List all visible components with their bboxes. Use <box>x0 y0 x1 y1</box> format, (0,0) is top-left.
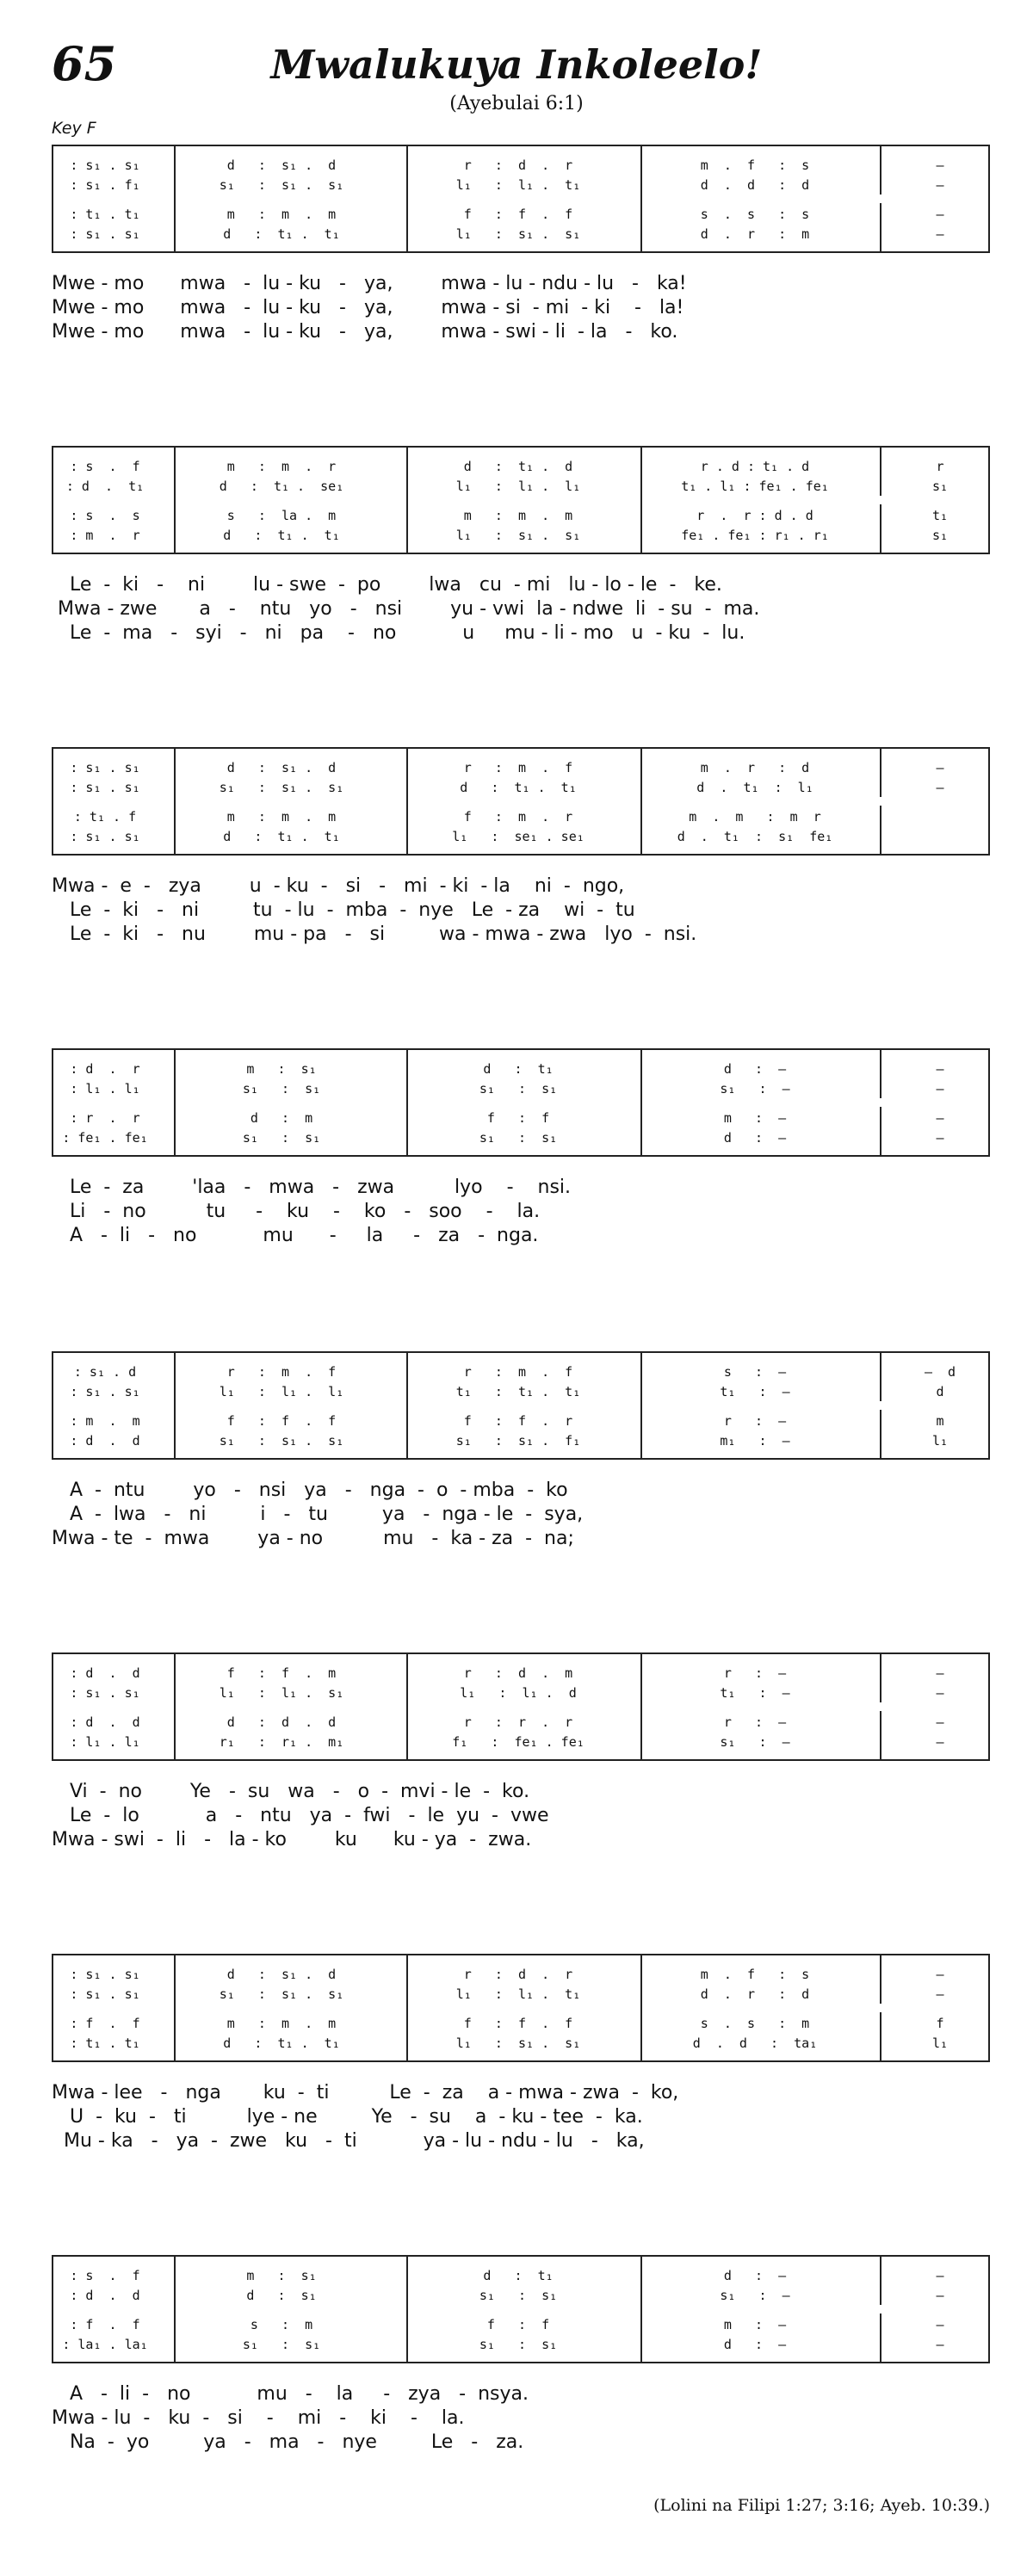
solfa-notes: r . d : t₁ . d <box>700 459 810 474</box>
lyric-line-verse-1: A - li - no mu - la - zya - nsya. <box>52 2383 529 2405</box>
solfa-notes <box>893 808 987 825</box>
solfa-notes: : s₁ . s₁ <box>70 158 140 173</box>
solfa-notes: f : f . f <box>463 2016 573 2031</box>
music-section-1 <box>52 145 990 454</box>
lyric-line-verse-3: Mwe - mo mwa - lu - ku - ya, mwa - swi - li - la - ko. <box>52 321 678 343</box>
solfa-notes: : t₁ . t₁ <box>70 2035 140 2051</box>
solfa-notes: — <box>936 1130 944 1146</box>
lyric-line-verse-1: Vi - no Ye - su wa - o - mvi - le - ko. <box>52 1781 530 1802</box>
bar-line <box>880 1410 881 1458</box>
solfa-notes: : s₁ . s₁ <box>70 1384 140 1399</box>
solfa-notes: r : m . f <box>226 1364 337 1380</box>
lyric-line-verse-2: Li - no tu - ku - ko - soo - la. <box>52 1201 541 1222</box>
solfa-notes: d : d . d <box>226 1714 337 1730</box>
solfa-notes: m . r : d <box>700 760 810 775</box>
solfa-notes: d : s₁ <box>246 2288 317 2303</box>
solfa-notes: t₁ : — <box>720 1384 790 1399</box>
solfa-notes: : s . f <box>70 459 140 474</box>
solfa-notes: l₁ : se₁ . se₁ <box>452 829 585 844</box>
lyric-line-verse-1: Le - za 'laa - mwa - zwa lyo - nsi. <box>52 1177 572 1198</box>
music-section-7 <box>52 1954 990 2264</box>
lyric-line-verse-1: Mwa - e - zya u - ku - si - mi - ki - la ni - ngo, <box>52 875 625 897</box>
bar-line <box>406 1654 408 1759</box>
lyric-line-verse-2: U - ku - ti lye - ne Ye - su a - ku - tee - ka. <box>52 2106 643 2128</box>
solfa-notes: r <box>936 459 944 474</box>
solfa-notes: : m . m <box>70 1413 140 1429</box>
solfa-notes: d : s₁ . d <box>226 158 337 173</box>
solfa-notes: r : — <box>723 1665 787 1681</box>
solfa-notes: m : m . m <box>226 207 337 222</box>
solfa-notes: : d . d <box>70 1433 140 1449</box>
scripture-reference: (Ayebulai 6:1) <box>449 93 584 114</box>
solfa-notes: s₁ : s₁ . s₁ <box>219 780 344 795</box>
bar-line <box>640 749 642 854</box>
solfa-staff <box>52 145 990 253</box>
bar-line <box>406 1050 408 1155</box>
solfa-notes: l₁ : l₁ . t₁ <box>455 1986 581 2002</box>
solfa-notes: : f . f <box>70 2016 140 2031</box>
solfa-notes: m : s₁ <box>246 1061 317 1077</box>
solfa-notes: : l₁ . l₁ <box>70 1734 140 1750</box>
solfa-notes: — <box>936 158 944 173</box>
solfa-notes: : s₁ . s₁ <box>70 780 140 795</box>
solfa-notes: m : s₁ <box>246 2268 317 2283</box>
solfa-notes: : d . r <box>70 1061 140 1077</box>
solfa-notes: l₁ : s₁ . s₁ <box>455 226 581 242</box>
solfa-notes: — <box>936 780 944 795</box>
solfa-notes: d : — <box>723 1061 787 1077</box>
solfa-notes: d : s₁ . d <box>226 1967 337 1982</box>
solfa-notes: m : m . m <box>226 2016 337 2031</box>
solfa-notes: s₁ : s₁ <box>242 2337 321 2352</box>
solfa-notes: : m . r <box>70 528 140 543</box>
solfa-notes: m₁ : — <box>720 1433 790 1449</box>
bar-line <box>880 1107 881 1155</box>
solfa-notes: s : m <box>250 2317 313 2332</box>
solfa-notes: — <box>936 1685 944 1701</box>
bar-line <box>880 1050 881 1098</box>
bar-line <box>880 1711 881 1759</box>
lyric-line-verse-3: Mwa - te - mwa ya - no mu - ka - za - na; <box>52 1528 574 1549</box>
music-section-4 <box>52 1048 990 1358</box>
bar-line <box>406 749 408 854</box>
solfa-staff <box>52 2255 990 2363</box>
bar-line <box>406 2257 408 2362</box>
bar-line <box>880 203 881 251</box>
solfa-notes: d : t₁ <box>483 1061 554 1077</box>
solfa-notes: f : f . r <box>463 1413 573 1429</box>
solfa-notes: fe₁ . fe₁ : r₁ . r₁ <box>681 528 829 543</box>
solfa-notes: s₁ : s₁ <box>479 2337 558 2352</box>
solfa-notes: — <box>936 1714 944 1730</box>
solfa-notes: — <box>936 1734 944 1750</box>
solfa-notes: d : — <box>723 2268 787 2283</box>
solfa-notes: d . d : ta₁ <box>692 2035 818 2051</box>
solfa-notes: r : d . r <box>463 158 573 173</box>
solfa-notes: : s₁ . s₁ <box>70 1685 140 1701</box>
lyric-line-verse-2: Le - lo a - ntu ya - fwi - le yu - vwe <box>52 1805 549 1826</box>
solfa-notes <box>893 828 987 845</box>
solfa-notes: d : — <box>723 1130 787 1146</box>
solfa-notes: m . m : m r <box>689 809 821 825</box>
solfa-notes: d : t₁ . t₁ <box>223 226 340 242</box>
solfa-notes: s₁ : s₁ . s₁ <box>219 1986 344 2002</box>
bar-line <box>880 448 881 496</box>
bar-line <box>880 2313 881 2362</box>
bar-line <box>880 146 881 195</box>
solfa-notes: t₁ <box>931 508 949 523</box>
solfa-notes: d . d : d <box>700 177 810 193</box>
lyric-line-verse-3: Le - ma - syi - ni pa - no u mu - li - mo u - ku - lu. <box>52 622 745 644</box>
solfa-notes: — <box>936 2317 944 2332</box>
bar-line <box>406 1353 408 1458</box>
solfa-notes: — <box>936 226 944 242</box>
solfa-staff <box>52 1048 990 1157</box>
solfa-notes: — <box>936 2268 944 2283</box>
solfa-notes: d . t₁ : s₁ fe₁ <box>677 829 833 844</box>
lyric-line-verse-3: Mwa - swi - li - la - ko ku ku - ya - zwa. <box>52 1829 532 1850</box>
music-section-3 <box>52 747 990 1057</box>
bar-line <box>880 2257 881 2305</box>
solfa-notes: : t₁ . t₁ <box>70 207 140 222</box>
hymn-title: Mwalukuya Inkoleelo! <box>270 41 763 88</box>
solfa-notes: m : — <box>723 1110 787 1126</box>
solfa-notes: s₁ : — <box>720 1734 790 1750</box>
bar-line <box>640 448 642 553</box>
solfa-notes: d . t₁ : l₁ <box>696 780 813 795</box>
solfa-notes: : d . t₁ <box>65 479 145 494</box>
solfa-notes: : la₁ . la₁ <box>62 2337 148 2352</box>
solfa-notes: r : — <box>723 1714 787 1730</box>
solfa-notes: m <box>936 1413 944 1429</box>
solfa-notes: l₁ : s₁ . s₁ <box>455 2035 581 2051</box>
solfa-notes: s . s : s <box>700 207 810 222</box>
lyric-line-verse-2: A - lwa - ni i - tu ya - nga - le - sya, <box>52 1504 584 1525</box>
solfa-notes: s . s : m <box>700 2016 810 2031</box>
solfa-notes: r : m . f <box>463 760 573 775</box>
solfa-notes: r : d . m <box>463 1665 573 1681</box>
solfa-notes: — <box>936 1110 944 1126</box>
solfa-notes: l₁ : l₁ . s₁ <box>219 1685 344 1701</box>
solfa-notes: : s₁ . s₁ <box>70 1967 140 1982</box>
solfa-notes: f : f <box>486 2317 550 2332</box>
solfa-notes: : d . d <box>70 1665 140 1681</box>
solfa-notes: f : m . r <box>463 809 573 825</box>
solfa-notes: : fe₁ . fe₁ <box>62 1130 148 1146</box>
bar-line <box>640 1353 642 1458</box>
solfa-notes: l₁ : l₁ . d <box>460 1685 577 1701</box>
solfa-notes: — <box>936 207 944 222</box>
solfa-notes: s₁ <box>931 479 949 494</box>
solfa-notes: r : — <box>723 1413 787 1429</box>
bar-line <box>640 1654 642 1759</box>
bar-line <box>640 146 642 251</box>
solfa-notes: f₁ : fe₁ . fe₁ <box>452 1734 585 1750</box>
solfa-notes: — <box>936 1665 944 1681</box>
solfa-notes: r : m . f <box>463 1364 573 1380</box>
solfa-notes: l₁ : l₁ . l₁ <box>455 479 581 494</box>
solfa-notes: d : m <box>250 1110 313 1126</box>
lyric-line-verse-1: A - ntu yo - nsi ya - nga - o - mba - ko <box>52 1480 568 1501</box>
solfa-notes: m . f : s <box>700 158 810 173</box>
music-section-2 <box>52 446 990 756</box>
solfa-notes: d : s₁ . d <box>226 760 337 775</box>
solfa-notes: r : r . r <box>463 1714 573 1730</box>
music-section-5 <box>52 1351 990 1661</box>
solfa-notes: : s₁ . f₁ <box>70 177 140 193</box>
solfa-notes: d : t₁ . t₁ <box>223 528 340 543</box>
solfa-notes: — <box>936 1081 944 1096</box>
solfa-notes: m : m . r <box>226 459 337 474</box>
solfa-notes: l₁ : l₁ . l₁ <box>219 1384 344 1399</box>
solfa-notes: : f . f <box>70 2317 140 2332</box>
solfa-notes: d : t₁ . t₁ <box>460 780 577 795</box>
lyric-line-verse-1: Le - ki - ni lu - swe - po lwa cu - mi lu - lo - le - ke. <box>52 574 722 596</box>
solfa-notes: — <box>936 2288 944 2303</box>
bar-line <box>880 1654 881 1702</box>
bar-line <box>640 2257 642 2362</box>
solfa-notes: : d . d <box>70 1714 140 1730</box>
solfa-notes: t₁ : t₁ . t₁ <box>455 1384 581 1399</box>
solfa-notes: s₁ : s₁ <box>479 2288 558 2303</box>
solfa-notes: — <box>936 1061 944 1077</box>
bar-line <box>880 1955 881 2004</box>
bar-line <box>880 1353 881 1401</box>
solfa-notes: f <box>936 2016 944 2031</box>
solfa-notes: s₁ : s₁ <box>479 1130 558 1146</box>
solfa-notes: l₁ <box>931 1433 949 1449</box>
solfa-notes: l₁ : s₁ . s₁ <box>455 528 581 543</box>
solfa-notes: s₁ : — <box>720 2288 790 2303</box>
bar-line <box>406 146 408 251</box>
solfa-staff <box>52 1954 990 2062</box>
solfa-notes: d : t₁ . se₁ <box>219 479 344 494</box>
lyric-line-verse-2: Le - ki - ni tu - lu - mba - nye Le - za wi - tu <box>52 899 635 921</box>
bar-line <box>640 1955 642 2060</box>
solfa-notes: d : t₁ . d <box>463 459 573 474</box>
solfa-notes: d . r : m <box>700 226 810 242</box>
lyric-line-verse-1: Mwe - mo mwa - lu - ku - ya, mwa - lu - ndu - lu - ka! <box>52 273 687 294</box>
solfa-notes: : s . f <box>70 2268 140 2283</box>
bar-line <box>406 448 408 553</box>
bar-line <box>880 504 881 553</box>
solfa-notes: : s₁ . d <box>73 1364 137 1380</box>
solfa-notes: : s₁ . s₁ <box>70 829 140 844</box>
solfa-notes: d : t₁ . t₁ <box>223 2035 340 2051</box>
solfa-notes: f : f . f <box>226 1413 337 1429</box>
music-section-8 <box>52 2255 990 2565</box>
lyric-line-verse-3: Mu - ka - ya - zwe ku - ti ya - lu - ndu - lu - ka, <box>52 2130 645 2152</box>
solfa-notes: — <box>936 760 944 775</box>
solfa-notes: t₁ . l₁ : fe₁ . fe₁ <box>681 479 829 494</box>
solfa-staff <box>52 747 990 856</box>
solfa-notes: d <box>936 1384 944 1399</box>
solfa-notes: s₁ : s₁ <box>242 1130 321 1146</box>
solfa-notes: l₁ <box>931 2035 949 2051</box>
lyric-line-verse-2: Mwa - lu - ku - si - mi - ki - la. <box>52 2407 465 2429</box>
solfa-notes: r : d . r <box>463 1967 573 1982</box>
solfa-notes: d : t₁ . t₁ <box>223 829 340 844</box>
solfa-notes: s₁ : s₁ <box>242 1081 321 1096</box>
footer-reference: (Lolini na Filipi 1:27; 3:16; Ayeb. 10:39.) <box>653 2496 990 2515</box>
solfa-notes: f : f . m <box>226 1665 337 1681</box>
solfa-notes: : r . r <box>70 1110 140 1126</box>
solfa-notes: s₁ : s₁ . s₁ <box>219 1433 344 1449</box>
solfa-notes: m : — <box>723 2317 787 2332</box>
solfa-notes: m . f : s <box>700 1967 810 1982</box>
solfa-notes: d : t₁ <box>483 2268 554 2283</box>
lyric-line-verse-3: Le - ki - nu mu - pa - si wa - mwa - zwa lyo - nsi. <box>52 924 697 945</box>
solfa-notes: m : m . m <box>463 508 573 523</box>
bar-line <box>406 1955 408 2060</box>
solfa-notes: : s₁ . s₁ <box>70 1986 140 2002</box>
hymn-number: 65 <box>52 36 117 91</box>
solfa-notes: s : la . m <box>226 508 337 523</box>
solfa-notes: r . r : d . d <box>696 508 813 523</box>
solfa-notes: : s₁ . s₁ <box>70 760 140 775</box>
solfa-notes: s₁ : s₁ . f₁ <box>455 1433 581 1449</box>
bar-line <box>640 1050 642 1155</box>
solfa-notes: l₁ : l₁ . t₁ <box>455 177 581 193</box>
lyric-line-verse-2: Mwa - zwe a - ntu yo - nsi yu - vwi la - ndwe li - su - ma. <box>52 598 760 620</box>
key-signature: Key F <box>52 119 96 138</box>
lyric-line-verse-3: A - li - no mu - la - za - nga. <box>52 1225 539 1246</box>
solfa-notes: t₁ : — <box>720 1685 790 1701</box>
solfa-notes: s₁ : s₁ . s₁ <box>219 177 344 193</box>
solfa-staff <box>52 1652 990 1761</box>
solfa-notes: : d . d <box>70 2288 140 2303</box>
solfa-notes: s₁ : s₁ <box>479 1081 558 1096</box>
lyric-line-verse-3: Na - yo ya - ma - nye Le - za. <box>52 2431 524 2453</box>
solfa-notes: s₁ <box>931 528 949 543</box>
solfa-notes: m : m . m <box>226 809 337 825</box>
lyric-line-verse-2: Mwe - mo mwa - lu - ku - ya, mwa - si - mi - ki - la! <box>52 297 684 318</box>
solfa-notes: d : — <box>723 2337 787 2352</box>
solfa-notes: f : f <box>486 1110 550 1126</box>
solfa-notes: d . r : d <box>700 1986 810 2002</box>
music-section-6 <box>52 1652 990 1962</box>
solfa-notes: : t₁ . f <box>73 809 137 825</box>
bar-line <box>880 2012 881 2060</box>
bar-line <box>880 749 881 797</box>
solfa-notes: : l₁ . l₁ <box>70 1081 140 1096</box>
solfa-notes: s : — <box>723 1364 787 1380</box>
solfa-notes: : s₁ . s₁ <box>70 226 140 242</box>
solfa-notes: f : f . f <box>463 207 573 222</box>
solfa-notes: — <box>936 177 944 193</box>
bar-line <box>880 806 881 854</box>
solfa-notes: : s . s <box>70 508 140 523</box>
solfa-staff <box>52 1351 990 1460</box>
solfa-notes: — d <box>924 1364 956 1380</box>
solfa-notes: r₁ : r₁ . m₁ <box>219 1734 344 1750</box>
solfa-staff <box>52 446 990 554</box>
solfa-notes: — <box>936 2337 944 2352</box>
solfa-notes: — <box>936 1986 944 2002</box>
solfa-notes: s₁ : — <box>720 1081 790 1096</box>
solfa-notes: — <box>936 1967 944 1982</box>
lyric-line-verse-1: Mwa - lee - nga ku - ti Le - za a - mwa - zwa - ko, <box>52 2082 679 2103</box>
